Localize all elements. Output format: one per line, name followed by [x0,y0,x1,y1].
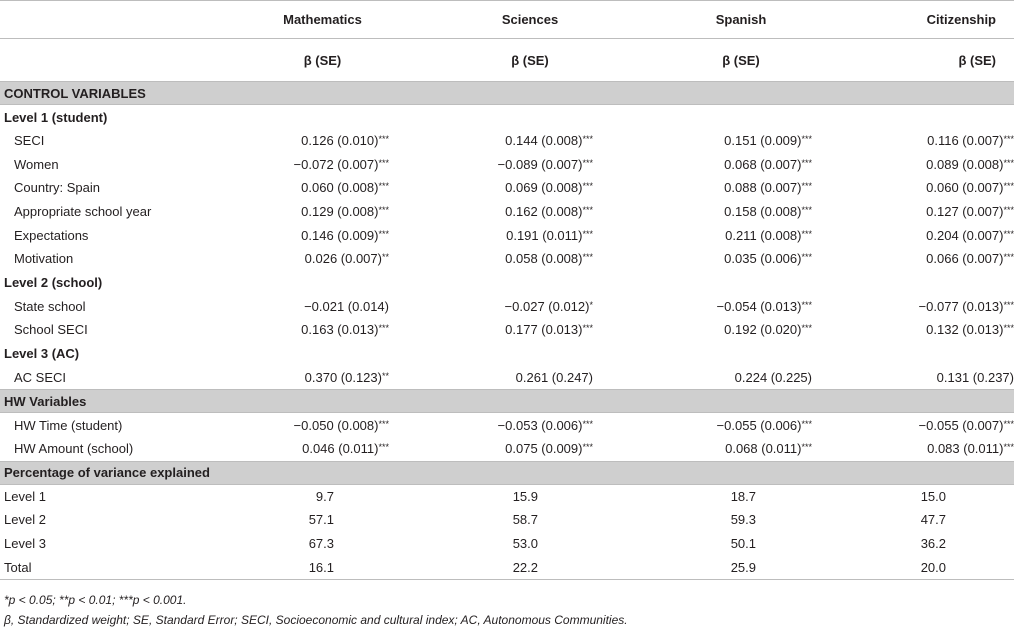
significance-marker: *** [801,157,812,168]
cell-value: 0.191 (0.011) [506,227,583,243]
value-cell [220,318,425,342]
value-cell [220,129,425,153]
cell-value: 0.026 (0.007) [304,251,382,267]
table-row [0,318,1014,342]
abbreviations-note: β, Standardized weight; SE, Standard Error; SECI, Socioeconomic and cultural index; AC, Autonomous Communities. [4,613,628,627]
significance-marker: *** [1003,252,1014,263]
cell-value: 36.2 [920,536,946,552]
section-header-row [0,390,1014,413]
value-cell [635,200,847,224]
value-cell [635,366,847,390]
cell-value: 0.224 (0.225) [734,370,812,386]
cell-value: −0.054 (0.013) [716,298,802,314]
value-cell [425,555,635,579]
group-header-row [0,271,1014,295]
value-cell [847,532,1014,556]
header-mathematics: Mathematics [220,1,425,39]
cell-value: 0.163 (0.013) [301,322,379,338]
value-cell [635,484,847,508]
value-cell [635,176,847,200]
value-cell [220,532,425,556]
value-cell [220,200,425,224]
row-label: Motivation [14,251,74,267]
cell-value: −0.089 (0.007) [497,156,583,172]
value-cell [220,176,425,200]
value-cell [635,295,847,319]
significance-marker: *** [801,299,812,310]
significance-marker: *** [801,418,812,429]
cell-value: 0.116 (0.007) [927,133,1004,149]
cell-value: 58.7 [512,512,538,528]
cell-value: 57.1 [308,512,334,528]
cell-value: 0.068 (0.007) [724,156,802,172]
value-cell [220,413,425,437]
value-cell [847,295,1014,319]
cell-value: 0.211 (0.008) [725,227,802,243]
significance-marker: *** [378,157,389,168]
row-label: Expectations [14,227,89,243]
significance-marker: *** [378,228,389,239]
significance-note: *p < 0.05; **p < 0.01; ***p < 0.001. [4,593,187,607]
row-label: Total [0,555,220,579]
significance-marker: * [589,299,593,310]
value-cell [847,318,1014,342]
group-header-row [0,342,1014,366]
significance-marker: *** [582,134,593,145]
cell-value: 15.9 [512,488,538,504]
value-cell [425,413,635,437]
table-row [0,295,1014,319]
cell-value: 0.370 (0.123) [304,370,382,386]
significance-marker: *** [1003,181,1014,192]
value-cell [425,366,635,390]
row-label: AC SECI [14,370,67,386]
table-row [0,532,1014,556]
cell-value: 0.192 (0.020) [724,322,802,338]
cell-value: 0.129 (0.008) [301,204,379,220]
header-citizenship: Citizenship [847,1,1014,39]
cell-value: 0.046 (0.011) [302,441,379,457]
cell-value: 0.126 (0.010) [301,133,379,149]
cell-value: 0.144 (0.008) [505,133,583,149]
value-cell [847,413,1014,437]
row-label: Level 3 [4,536,46,552]
table-row [0,153,1014,177]
table-row [0,247,1014,271]
table-row [0,413,1014,437]
significance-marker: *** [1003,299,1014,310]
value-cell [847,484,1014,508]
cell-value: 0.177 (0.013) [505,322,583,338]
significance-marker: *** [1003,134,1014,145]
cell-value: −0.027 (0.012) [504,298,590,314]
value-cell [635,413,847,437]
value-cell [847,555,1014,579]
significance-marker: *** [378,205,389,216]
significance-marker: ** [381,371,389,382]
cell-value: −0.072 (0.007) [293,156,379,172]
significance-marker: *** [801,442,812,453]
significance-marker: *** [378,134,389,145]
significance-marker: *** [1003,323,1014,334]
group-title: Level 3 (AC) [4,346,80,362]
row-label: School SECI [14,322,88,338]
cell-value: 59.3 [730,512,756,528]
value-cell [847,366,1014,390]
cell-value: 67.3 [308,536,334,552]
value-cell [847,223,1014,247]
table-row [0,555,1014,579]
value-cell [425,318,635,342]
cell-value: 0.158 (0.008) [724,204,802,220]
significance-marker: *** [378,323,389,334]
group-header-row [0,105,1014,130]
group-title: Level 2 (school) [4,275,103,291]
empty-subheader-cell [0,39,220,82]
cell-value: 9.7 [315,488,334,504]
empty-header-cell [0,1,220,39]
value-cell [635,508,847,532]
cell-value: 0.069 (0.008) [505,180,583,196]
subheader-beta-se: β (SE) [847,39,1014,82]
value-cell [635,437,847,461]
significance-marker: *** [582,442,593,453]
cell-value: 0.162 (0.008) [505,204,583,220]
value-cell [847,129,1014,153]
value-cell [425,437,635,461]
cell-value: 0.083 (0.011) [927,441,1004,457]
row-label: Women [14,156,59,172]
group-title: Level 1 (student) [4,109,108,125]
cell-value: 18.7 [730,488,756,504]
value-cell [220,153,425,177]
table-row [0,508,1014,532]
header-sciences: Sciences [425,1,635,39]
cell-value: −0.053 (0.006) [497,417,583,433]
table-row [0,223,1014,247]
value-cell [425,508,635,532]
significance-marker: *** [582,252,593,263]
significance-marker: *** [378,442,389,453]
cell-value: −0.077 (0.013) [918,298,1004,314]
value-cell [847,176,1014,200]
cell-value: −0.021 (0.014) [304,298,389,314]
value-cell [847,247,1014,271]
cell-value: 0.131 (0.237) [936,370,1014,386]
value-cell [220,484,425,508]
cell-value: 0.068 (0.011) [725,441,802,457]
value-cell [425,153,635,177]
section-title: CONTROL VARIABLES [0,82,1014,105]
significance-marker: *** [801,181,812,192]
value-cell [220,295,425,319]
significance-marker: *** [801,323,812,334]
significance-marker: *** [801,134,812,145]
row-label: HW Time (student) [14,417,123,433]
cell-value: −0.055 (0.007) [918,417,1004,433]
table-row [0,200,1014,224]
significance-marker: *** [582,181,593,192]
value-cell [425,176,635,200]
row-label: Level 1 [4,488,46,504]
significance-marker: *** [582,228,593,239]
row-label: Country: Spain [14,180,100,196]
value-cell [425,200,635,224]
cell-value: 50.1 [730,536,756,552]
cell-value: 0.088 (0.007) [724,180,802,196]
row-label: State school [14,298,86,314]
subheader-beta-se: β (SE) [220,39,425,82]
value-cell [425,295,635,319]
value-cell [220,508,425,532]
significance-marker: *** [1003,442,1014,453]
cell-value: 47.7 [920,512,946,528]
cell-value: 0.151 (0.009) [724,133,802,149]
cell-value: 0.035 (0.006) [724,251,802,267]
significance-marker: *** [582,418,593,429]
significance-marker: *** [378,418,389,429]
significance-marker: *** [801,252,812,263]
cell-value: 25.9 [730,559,756,575]
cell-value: 15.0 [920,488,946,504]
cell-value: −0.055 (0.006) [716,417,802,433]
value-cell [635,318,847,342]
significance-marker: *** [582,323,593,334]
cell-value: 53.0 [512,536,538,552]
cell-value: 0.060 (0.007) [926,180,1004,196]
table-row [0,366,1014,390]
row-label: SECI [14,133,45,149]
value-cell [847,153,1014,177]
value-cell [425,532,635,556]
cell-value: 0.058 (0.008) [505,251,583,267]
table-body [0,82,1014,580]
value-cell [220,223,425,247]
cell-value: 0.060 (0.008) [301,180,379,196]
beta-se-header-row [0,39,1014,82]
table-row [0,176,1014,200]
value-cell [847,200,1014,224]
significance-marker: *** [1003,228,1014,239]
subheader-beta-se: β (SE) [635,39,847,82]
significance-marker: *** [1003,205,1014,216]
row-label: Appropriate school year [14,204,152,220]
table-row [0,129,1014,153]
value-cell [220,247,425,271]
cell-value: 0.132 (0.013) [926,322,1004,338]
table-row [0,437,1014,461]
row-label: Level 2 [4,512,46,528]
section-title: Percentage of variance explained [0,461,1014,484]
cell-value: 22.2 [512,559,538,575]
cell-value: 0.261 (0.247) [515,370,593,386]
significance-marker: ** [381,252,389,263]
value-cell [635,247,847,271]
significance-marker: *** [1003,418,1014,429]
subheader-beta-se: β (SE) [425,39,635,82]
cell-value: 0.089 (0.008) [926,156,1004,172]
significance-marker: *** [582,157,593,168]
value-cell [425,247,635,271]
cell-value: 0.127 (0.007) [926,204,1004,220]
value-cell [847,508,1014,532]
value-cell [220,555,425,579]
value-cell [635,532,847,556]
value-cell [635,129,847,153]
value-cell [425,223,635,247]
significance-marker: *** [582,205,593,216]
row-label: HW Amount (school) [14,441,134,457]
table-row [0,484,1014,508]
cell-value: −0.050 (0.008) [293,417,379,433]
subject-header-row [0,1,1014,39]
cell-value: 0.075 (0.009) [505,441,583,457]
value-cell [425,129,635,153]
section-header-row [0,461,1014,484]
cell-value: 16.1 [308,559,334,575]
cell-value: 20.0 [920,559,946,575]
value-cell [220,437,425,461]
section-title: HW Variables [0,390,1014,413]
value-cell [847,437,1014,461]
significance-marker: *** [801,205,812,216]
cell-value: 0.066 (0.007) [926,251,1004,267]
significance-marker: *** [801,228,812,239]
significance-marker: *** [378,181,389,192]
significance-marker: *** [1003,157,1014,168]
cell-value: 0.146 (0.009) [301,227,379,243]
value-cell [425,484,635,508]
value-cell [220,366,425,390]
value-cell [635,555,847,579]
header-spanish: Spanish [635,1,847,39]
value-cell [635,153,847,177]
section-header-row [0,82,1014,105]
cell-value: 0.204 (0.007) [926,227,1004,243]
value-cell [635,223,847,247]
